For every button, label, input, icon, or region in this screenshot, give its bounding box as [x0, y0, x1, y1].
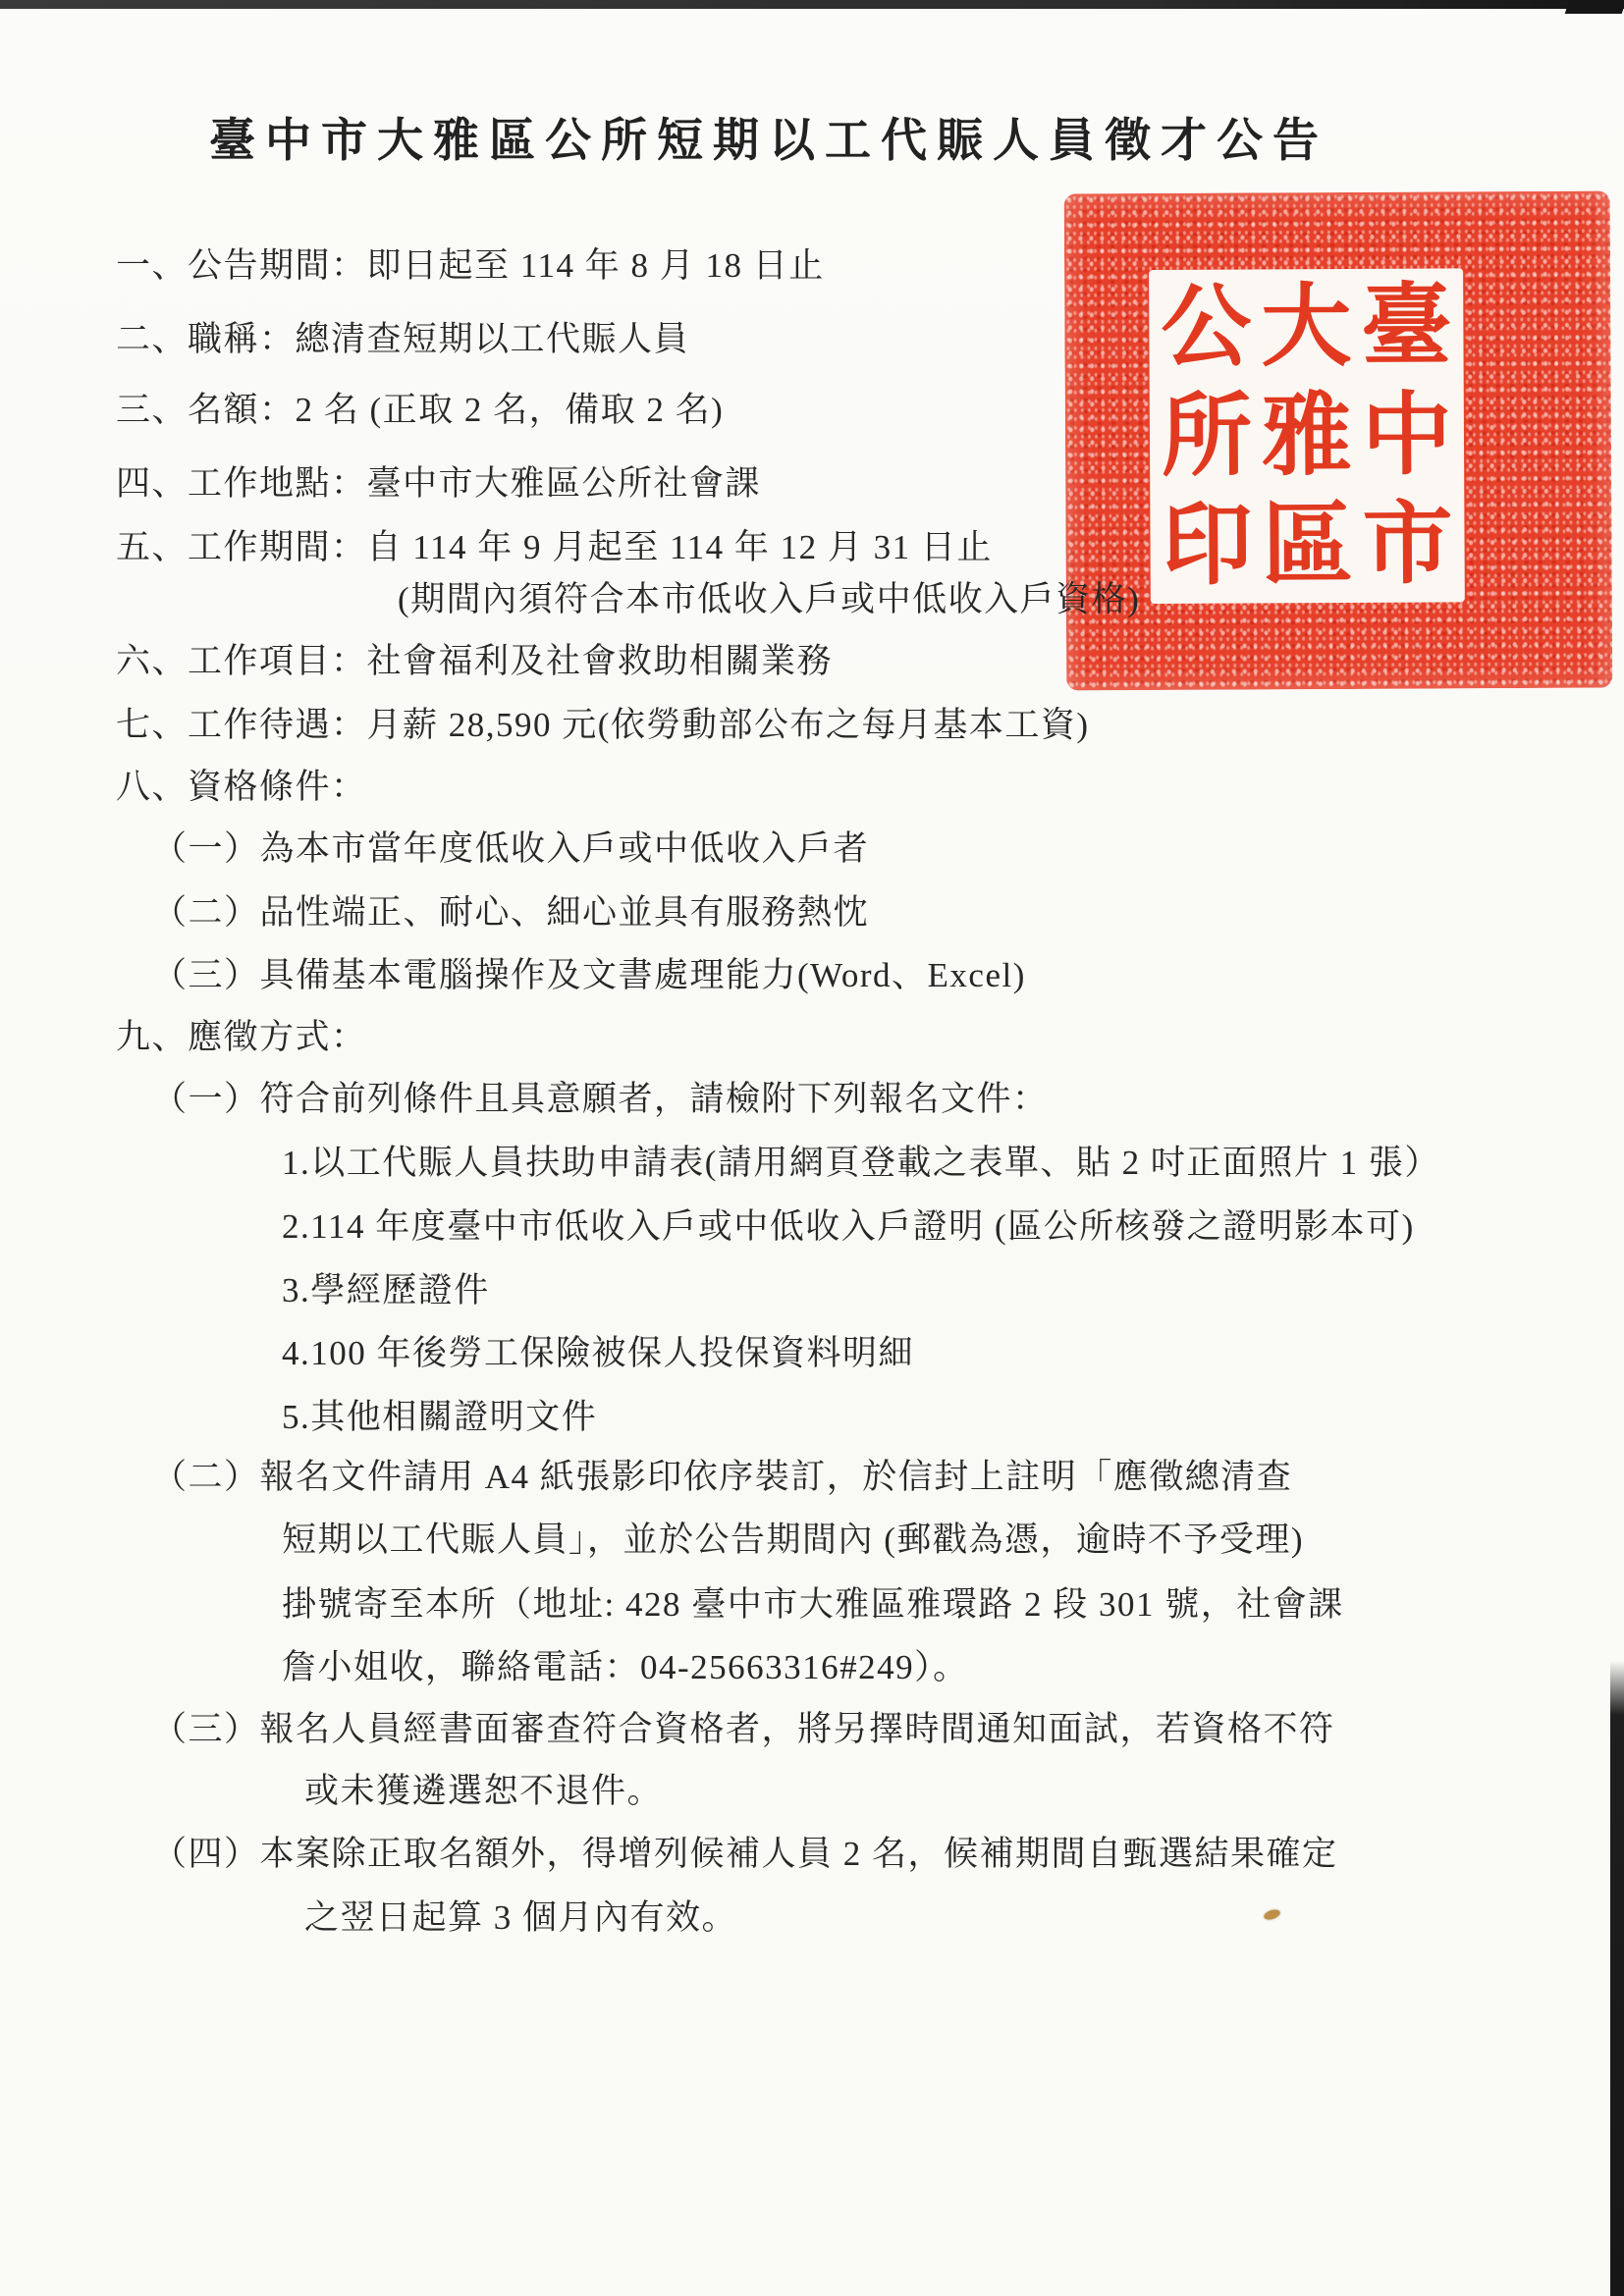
qualification-3: （三）具備基本電腦操作及文書處理能力(Word、Excel): [152, 956, 1026, 994]
seal-char: 雅: [1261, 385, 1353, 487]
document-4-labor-insurance: 4.100 年後勞工保險被保人投保資料明細: [282, 1334, 915, 1372]
seal-char: 大: [1261, 276, 1352, 378]
scan-corner-mark: [1565, 0, 1624, 14]
application-3-review-line-1: （三）報名人員經書面審查符合資格者，將另擇時間通知面試，若資格不符: [152, 1710, 1335, 1748]
scan-edge-right: [1610, 1661, 1624, 2296]
qualification-2: （二）品性端正、耐心、細心並具有服務熱忱: [152, 893, 870, 932]
application-1-documents-header: （一）符合前列條件且具意願者，請檢附下列報名文件：: [152, 1080, 1049, 1118]
scan-edge-top: [0, 0, 1624, 9]
seal-char: 所: [1161, 386, 1253, 487]
seal-column-right: [1357, 274, 1457, 597]
item-2-job-title: 二、職稱：總清查短期以工代賑人員: [116, 320, 690, 358]
item-6-work-content: 六、工作項目：社會福利及社會救助相關業務: [116, 642, 834, 680]
seal-column-middle: [1257, 275, 1357, 598]
application-2-mailing-line-4: 詹小姐收，聯絡電話：04-25663316#249）。: [282, 1648, 969, 1686]
official-seal-stamp: [1064, 191, 1613, 691]
qualification-1: （一）為本市當年度低收入戶或中低收入戶者: [152, 829, 870, 868]
announcement-title: 臺中市大雅區公所短期以工代賑人員徵才公告: [209, 116, 1328, 167]
document-3-credentials: 3.學經歷證件: [282, 1271, 490, 1309]
seal-column-left: [1157, 275, 1257, 598]
document-2-income-certificate: 2.114 年度臺中市低收入戶或中低收入戶證明 (區公所核發之證明影本可): [282, 1207, 1415, 1246]
document-1-application-form: 1.以工代賑人員扶助申請表(請用網頁登載之表單、貼 2 吋正面照片 1 張）: [282, 1144, 1440, 1182]
item-1-announcement-period: 一、公告期間：即日起至 114 年 8 月 18 日止: [116, 246, 825, 285]
seal-char: 中: [1361, 385, 1453, 486]
seal-char: 區: [1262, 494, 1353, 596]
seal-char: 印: [1162, 495, 1253, 596]
item-9-application-header: 九、應徵方式：: [116, 1018, 367, 1056]
document-5-other-certificates: 5.其他相關證明文件: [282, 1398, 598, 1436]
paper-speck: [1263, 1908, 1281, 1922]
seal-char: 臺: [1361, 276, 1452, 377]
item-7-salary: 七、工作待遇：月薪 28,590 元(依勞動部公布之每月基本工資): [116, 706, 1090, 744]
application-2-mailing-line-3: 掛號寄至本所（地址: 428 臺中市大雅區雅環路 2 段 301 號，社會課: [282, 1585, 1344, 1624]
item-8-qualifications-header: 八、資格條件：: [116, 768, 367, 806]
item-5-work-period-note: (期間內須符合本市低收入戶或中低收入戶資格): [398, 580, 1141, 618]
item-5-work-period: 五、工作期間：自 114 年 9 月起至 114 年 12 月 31 日止: [116, 528, 993, 566]
application-4-waitlist-line-2: 之翌日起算 3 個月內有效。: [304, 1898, 738, 1937]
item-4-work-location: 四、工作地點：臺中市大雅區公所社會課: [116, 464, 762, 503]
seal-char: 市: [1362, 494, 1453, 595]
official-seal-inner: [1149, 268, 1465, 604]
application-3-review-line-2: 或未獲遴選恕不退件。: [304, 1772, 664, 1810]
application-2-mailing-line-2: 短期以工代賑人員」，並於公告期間內 (郵戳為憑，逾時不予受理): [282, 1521, 1305, 1559]
application-2-mailing-line-1: （二）報名文件請用 A4 紙張影印依序裝訂，於信封上註明「應徵總清查: [152, 1458, 1293, 1496]
seal-char: 公: [1161, 277, 1252, 378]
application-4-waitlist-line-1: （四）本案除正取名額外，得增列候補人員 2 名，候補期間自甄選結果確定: [152, 1835, 1338, 1873]
item-3-quota: 三、名額：2 名 (正取 2 名，備取 2 名): [116, 391, 725, 429]
